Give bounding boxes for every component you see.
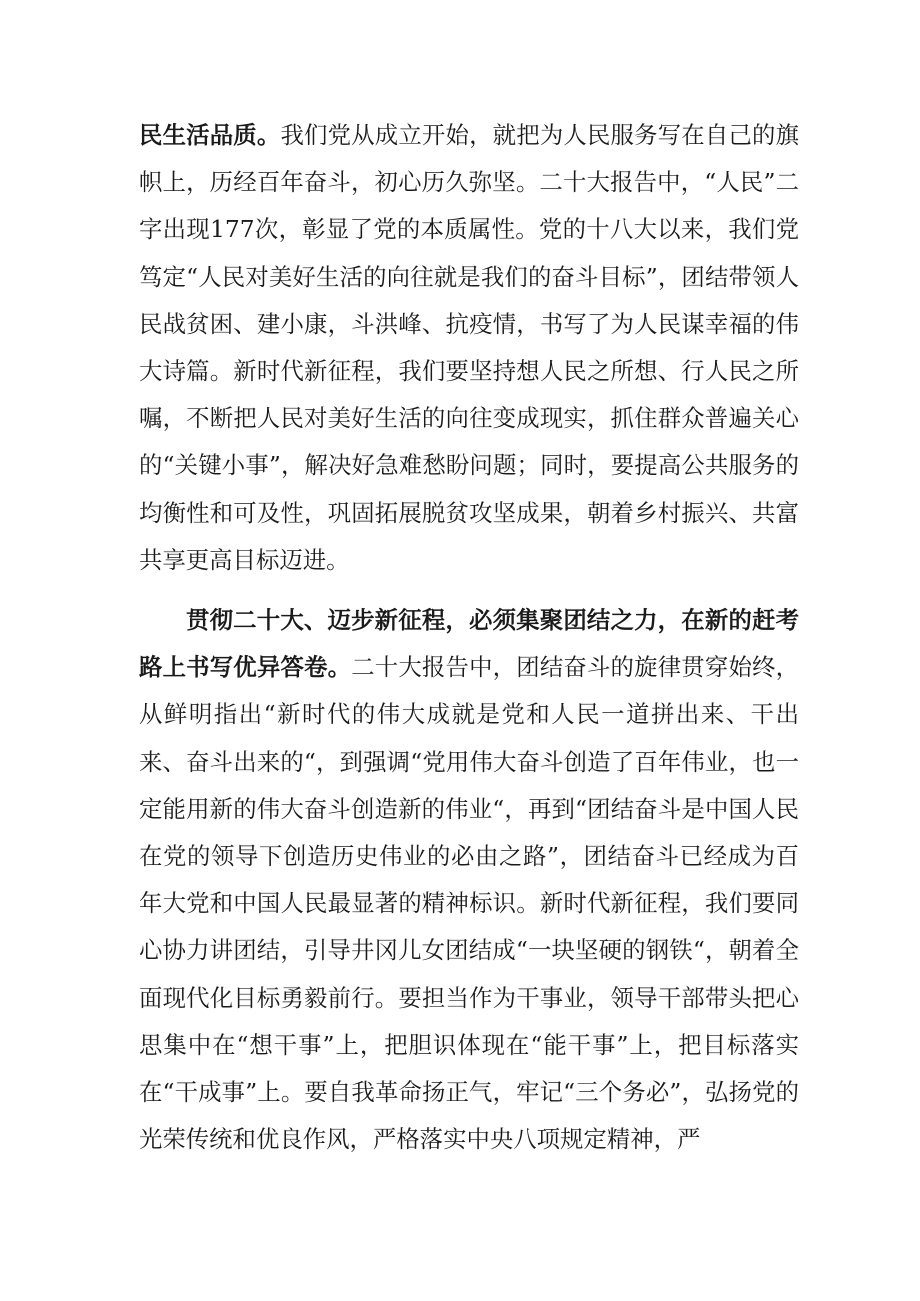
paragraph-lead-bold: 贯彻二十大、迈步新征程，必须集聚团结之力，在新的赶考路上书写优异答卷。 [139, 606, 799, 682]
paragraph-unity-struggle [139, 597, 799, 1163]
paragraph-body: 我们党从成立开始，就把为人民服务写在自己的旗帜上，历经百年奋斗，初心历久弥坚。二十大报告中，“人民”二字出现177次，彰显了党的本质属性。党的十八大以来，我们党笃定“人民对美好生活的向往就是我们的奋斗目标”，团结带领人民战贫困、建小康，斗洪峰、抗疫情，书写了为人民谋幸福的伟大诗篇。新时代新征程，我们要坚持想人民之所想、行人民之所嘱，不断把人民对美好生活的向往变成现实，抓住群众普遍关心的“关键小事”，解决好急难愁盼问题；同时，要提高公共服务的均衡性和可及性，巩固拓展脱贫攻坚成果，朝着乡村振兴、共富共享更高目标迈进。 [139, 121, 799, 574]
paragraph-people-livelihood [139, 112, 799, 584]
paragraph-lead-bold: 民生活品质。 [139, 121, 281, 149]
paragraph-body: 二十大报告中，团结奋斗的旋律贯穿始终，从鲜明指出“新时代的伟大成就是党和人民一道拼出来、干出来、奋斗出来的“，到强调“党用伟大奋斗创造了百年伟业，也一定能用新的伟大奋斗创造新的伟业“，再到“团结奋斗是中国人民在党的领导下创造历史伟业的必由之路”，团结奋斗已经成为百年大党和中国人民最显著的精神标识。新时代新征程，我们要同心协力讲团结，引导井冈儿女团结成“一块坚硬的钢铁“，朝着全面现代化目标勇毅前行。要担当作为干事业，领导干部带头把心思集中在“想干事”上，把胆识体现在“能干事”上，把目标落实在“干成事”上。要自我革命扬正气，牢记“三个务必”，弘扬党的光荣传统和优良作风，严格落实中央八项规定精神，严 [139, 653, 799, 1154]
document-body [139, 112, 799, 1163]
